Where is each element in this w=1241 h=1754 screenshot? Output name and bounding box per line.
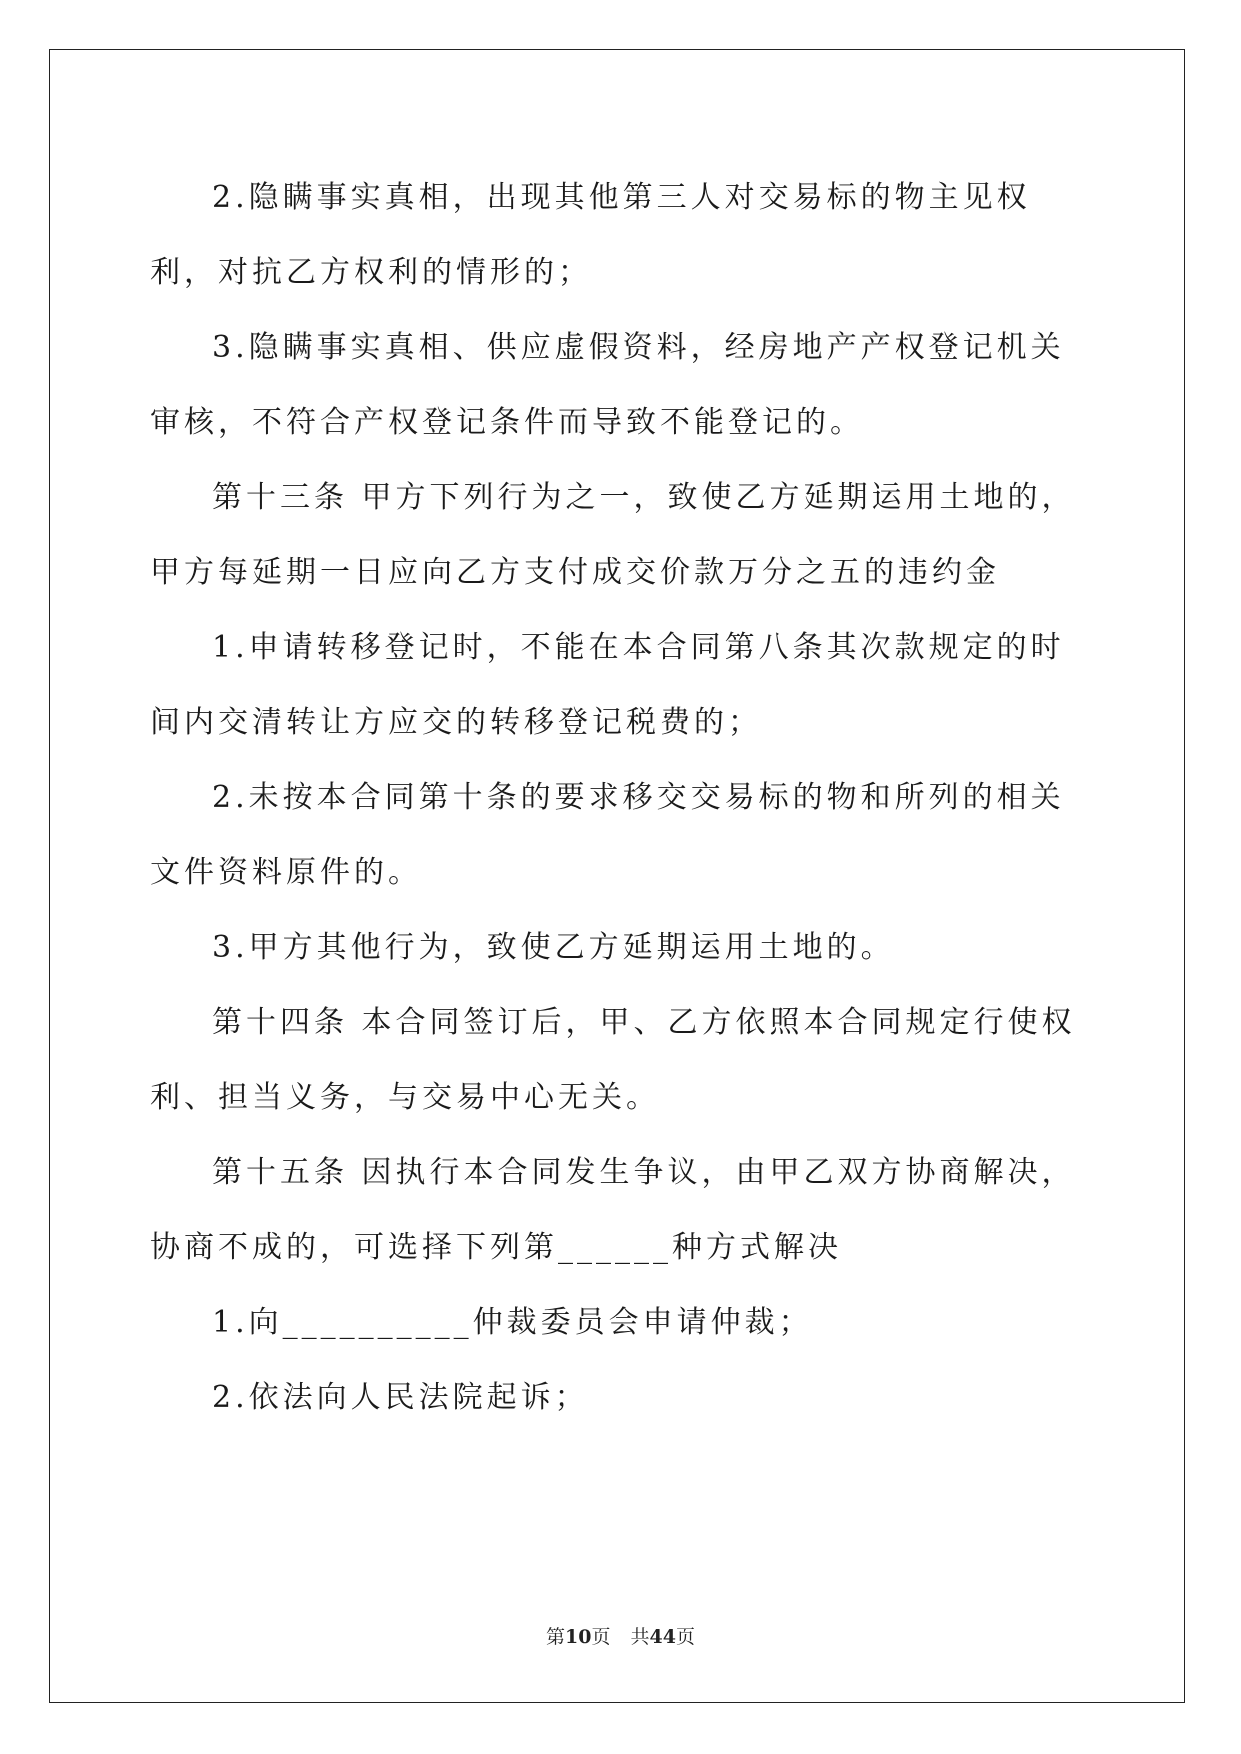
paragraph: 2.隐瞒事实真相，出现其他第三人对交易标的物主见权利，对抗乙方权利的情形的；: [150, 180, 1031, 290]
paragraph: 第十三条 甲方下列行为之一，致使乙方延期运用土地的，甲方每延期一日应向乙方支付成交价款万分之五的违约金: [150, 480, 1076, 590]
total-suffix: 页: [675, 1626, 695, 1648]
paragraph: 2.依法向人民法院起诉；: [212, 1380, 589, 1415]
paragraph: 1.申请转移登记时，不能在本合同第八条其次款规定的时间内交清转让方应交的转移登记税费的；: [150, 630, 1065, 740]
page-total: 44: [649, 1626, 676, 1648]
paragraph: 1.向__________仲裁委员会申请仲裁；: [212, 1305, 813, 1340]
document-body: [150, 160, 1090, 1435]
paragraph: 3.隐瞒事实真相、供应虚假资料，经房地产产权登记机关审核，不符合产权登记条件而导致不能登记的。: [150, 330, 1065, 440]
paragraph: 第十四条 本合同签订后，甲、乙方依照本合同规定行使权利、担当义务，与交易中心无关。: [150, 1005, 1076, 1115]
paragraph: 第十五条 因执行本合同发生争议，由甲乙双方协商解决，协商不成的，可选择下列第______种方式解决: [150, 1155, 1076, 1265]
page-prefix: 第: [546, 1626, 566, 1648]
page-suffix: 页: [591, 1626, 611, 1648]
paragraph: 3.甲方其他行为，致使乙方延期运用土地的。: [212, 930, 895, 965]
page-current: 10: [565, 1626, 592, 1648]
paragraph: 2.未按本合同第十条的要求移交交易标的物和所列的相关文件资料原件的。: [150, 780, 1065, 890]
page-footer: [0, 1622, 1241, 1649]
total-prefix: 共: [630, 1626, 650, 1648]
